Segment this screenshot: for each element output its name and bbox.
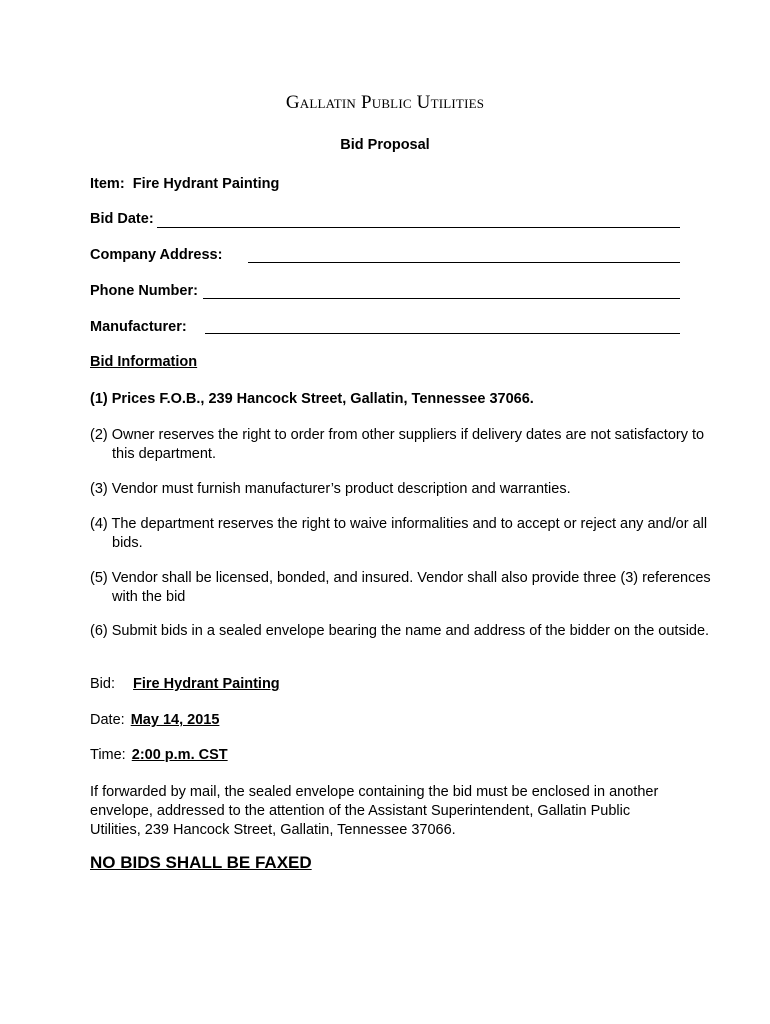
bid-info-item-1: (1) Prices F.O.B., 239 Hancock Street, Gallatin, Tennessee 37066. — [90, 391, 534, 407]
bid-info-item-6: (6) Submit bids in a sealed envelope bearing the name and address of the bidder on the outside. — [90, 623, 710, 639]
mail-note: If forwarded by mail, the sealed envelope containing the bid must be enclosed in another envelope, addressed to the attention of the Assistant Superintendent, Gallatin Public Utilities, 239 Hancock Street, Gallatin, Tennessee 37066. — [90, 784, 659, 838]
bid-information-heading: Bid Information — [90, 354, 198, 370]
manufacturer-label: Manufacturer: — [90, 319, 187, 335]
org-title: Gallatin Public Utilities — [285, 92, 485, 113]
time-label: Time: — [90, 747, 126, 763]
bid-label: Bid: — [90, 676, 115, 692]
phone-number-field[interactable] — [203, 298, 680, 299]
phone-number-label: Phone Number: — [90, 283, 198, 299]
date-value: May 14, 2015 — [130, 712, 220, 728]
company-address-field[interactable] — [248, 262, 680, 263]
bid-date-field[interactable] — [157, 227, 680, 228]
bid-info-item-3: (3) Vendor must furnish manufacturer’s product description and warranties. — [90, 481, 571, 497]
no-fax-notice: NO BIDS SHALL BE FAXED — [90, 853, 312, 872]
document-subtitle: Bid Proposal — [340, 137, 430, 153]
manufacturer-field[interactable] — [205, 333, 680, 334]
time-line — [90, 747, 228, 763]
company-address-label: Company Address: — [90, 247, 223, 263]
bid-line — [90, 676, 280, 692]
bid-value: Fire Hydrant Painting — [133, 676, 280, 692]
item-value: Fire Hydrant Painting — [132, 176, 280, 192]
bid-date-label: Bid Date: — [90, 211, 154, 227]
time-value: 2:00 p.m. CST — [131, 747, 228, 763]
item-label: Item: — [90, 176, 125, 192]
bid-info-item-4: (4) The department reserves the right to waive informalities and to accept or reject any and/or all bids. — [90, 516, 708, 551]
item-line — [90, 176, 279, 192]
bid-info-item-2: (2) Owner reserves the right to order from other suppliers if delivery dates are not satisfactory to this department. — [90, 427, 705, 462]
date-label: Date: — [90, 712, 125, 728]
date-line — [90, 712, 219, 728]
bid-info-item-5: (5) Vendor shall be licensed, bonded, and insured. Vendor shall also provide three (3) references with the bid — [90, 570, 711, 605]
